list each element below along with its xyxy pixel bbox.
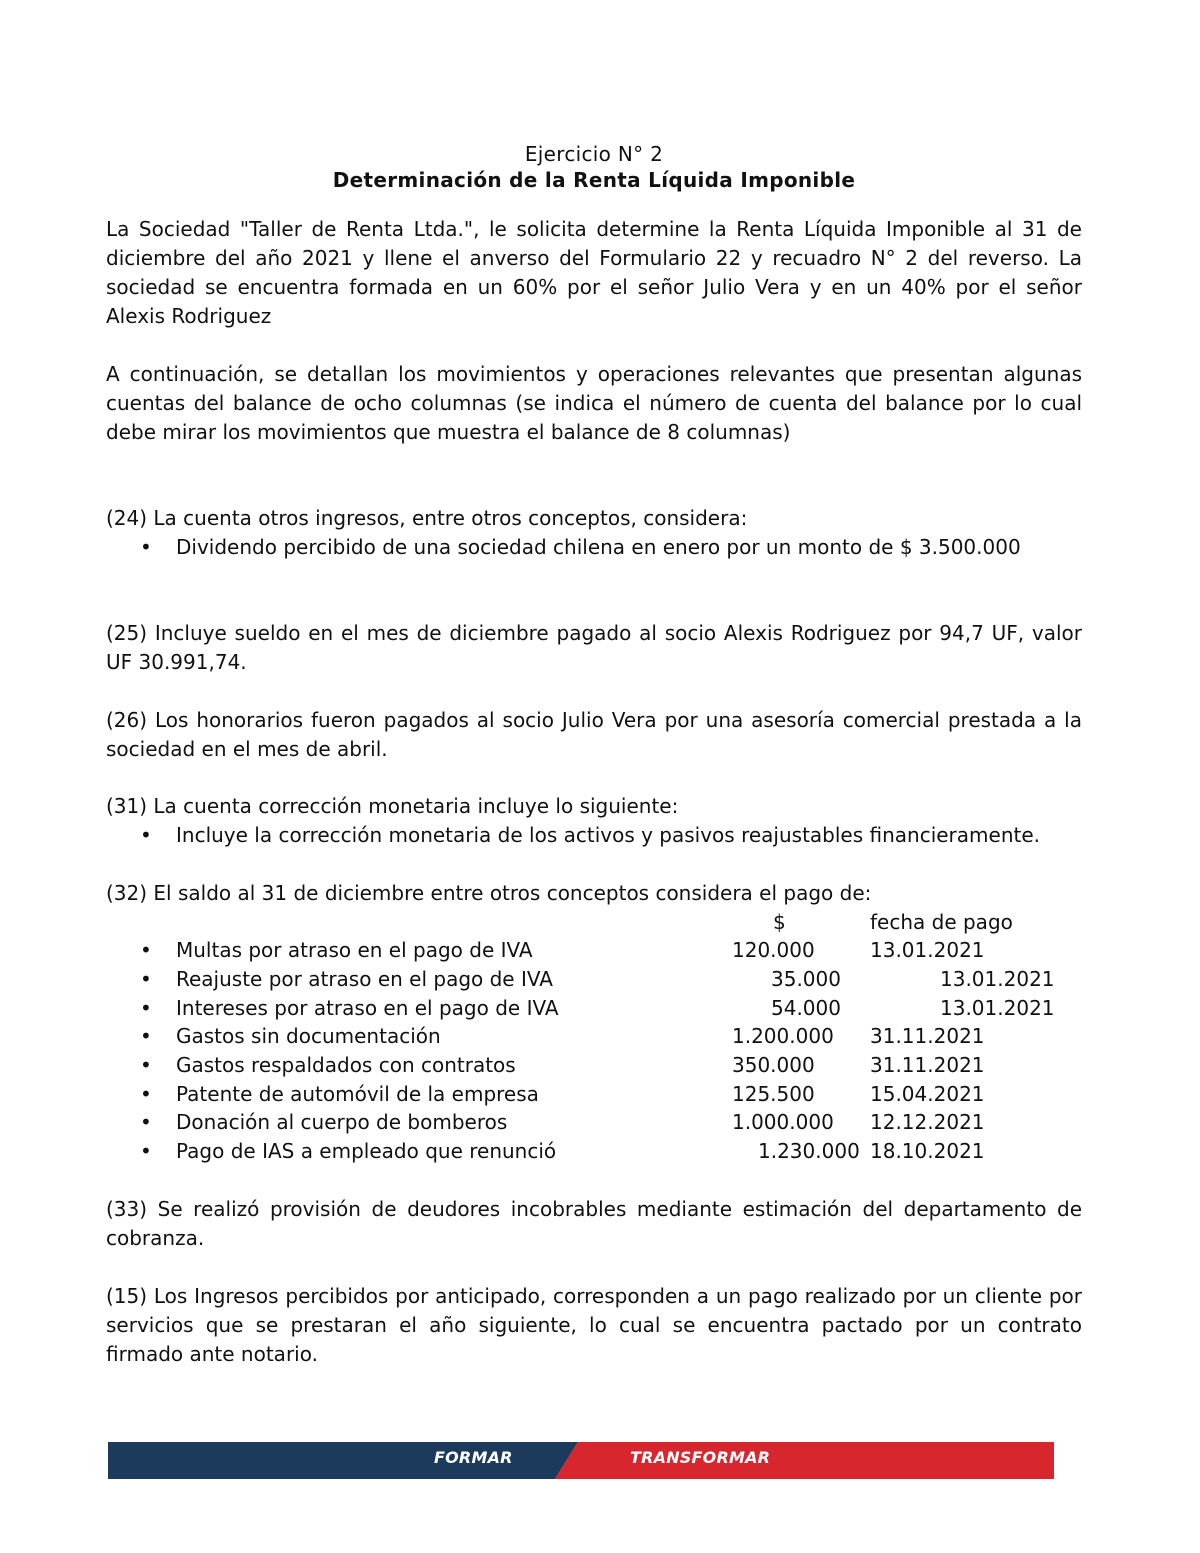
item-26-text: (26) Los honorarios fueron pagados al socio Julio Vera por una asesoría comercial prestada a la sociedad en el mes de abril. — [106, 708, 1082, 761]
exercise-subtitle: Determinación de la Renta Líquida Imponible — [332, 168, 856, 192]
item-32-text: (32) El saldo al 31 de diciembre entre otros conceptos considera el pago de: — [106, 881, 872, 905]
payment-label: Gastos respaldados con contratos — [176, 1053, 516, 1077]
exercise-title: Ejercicio N° 2 — [524, 142, 664, 166]
payment-date: 12.12.2021 — [870, 1110, 985, 1134]
payment-amount: 120.000 — [732, 938, 815, 962]
item-31-text: (31) La cuenta corrección monetaria incluye lo siguiente: — [106, 794, 679, 818]
payment-label: Donación al cuerpo de bomberos — [176, 1110, 508, 1134]
payment-label: Reajuste por atraso en el pago de IVA — [176, 967, 553, 991]
list-item — [106, 1080, 1082, 1109]
list-item — [106, 1137, 1082, 1166]
bullet-glyph: • — [140, 1024, 152, 1048]
bullet-glyph: • — [140, 938, 152, 962]
payment-amount: 1.200.000 — [732, 1024, 834, 1048]
bullet-glyph: • — [140, 823, 152, 847]
list-item — [106, 1022, 1082, 1051]
date-column-header: fecha de pago — [870, 910, 1013, 934]
context-paragraph: A continuación, se detallan los movimientos y operaciones relevantes que presentan algunas cuentas del balance de ocho columnas (se indica el número de cuenta del balance por lo cual debe mirar los movimientos que muestra el balance de 8 columnas) — [106, 362, 1082, 444]
item-31-bullet-text: Incluye la corrección monetaria de los activos y pasivos reajustables financieramente. — [176, 823, 1041, 847]
list-item — [106, 1051, 1082, 1080]
list-item — [106, 1108, 1082, 1137]
payment-amount: 35.000 — [771, 967, 841, 991]
item-15-text: (15) Los Ingresos percibidos por anticipado, corresponden a un pago realizado por un cliente por servicios que se prestaran el año siguiente, lo cual se encuentra pactado por un contrato firmado ante notario. — [106, 1284, 1082, 1366]
payment-amount: 125.500 — [732, 1082, 815, 1106]
list-item — [106, 936, 1082, 965]
intro-paragraph: La Sociedad "Taller de Renta Ltda.", le solicita determine la Renta Líquida Imponible al 31 de diciembre del año 2021 y llene el anverso del Formulario 22 y recuadro N° 2 del reverso. La sociedad se encuentra formada en un 60% por el señor Julio Vera y en un 40% por el señor Alexis Rodriguez — [106, 217, 1082, 328]
item-24-text: (24) La cuenta otros ingresos, entre otros conceptos, considera: — [106, 506, 748, 530]
footer-banner-shape — [108, 1442, 1054, 1479]
payment-amount: 1.230.000 — [758, 1139, 860, 1163]
payment-label: Pago de IAS a empleado que renunció — [176, 1139, 557, 1163]
list-item — [106, 965, 1082, 994]
payment-label: Patente de automóvil de la empresa — [176, 1082, 539, 1106]
item-24-bullet — [140, 533, 1082, 562]
bullet-glyph: • — [140, 996, 152, 1020]
item-31-bullet — [140, 821, 1082, 850]
footer-transformar-label: TRANSFORMAR — [630, 1448, 771, 1467]
payment-amount: 1.000.000 — [732, 1110, 834, 1134]
payment-date: 13.01.2021 — [940, 996, 1055, 1020]
payment-amount: 350.000 — [732, 1053, 815, 1077]
payment-date: 15.04.2021 — [870, 1082, 985, 1106]
item-24-bullet-text: Dividendo percibido de una sociedad chilena en enero por un monto de $ 3.500.000 — [176, 535, 1021, 559]
bullet-glyph: • — [140, 1110, 152, 1134]
payment-amount: 54.000 — [771, 996, 841, 1020]
payment-label: Gastos sin documentación — [176, 1024, 441, 1048]
bullet-glyph: • — [140, 967, 152, 991]
footer-formar-label: FORMAR — [434, 1448, 513, 1467]
payment-label: Multas por atraso en el pago de IVA — [176, 938, 533, 962]
bullet-glyph: • — [140, 1082, 152, 1106]
bullet-glyph: • — [140, 1053, 152, 1077]
amount-column-header: $ — [773, 910, 786, 934]
payment-label: Intereses por atraso en el pago de IVA — [176, 996, 559, 1020]
bullet-glyph: • — [140, 535, 152, 559]
payment-date: 13.01.2021 — [870, 938, 985, 962]
payment-date: 13.01.2021 — [940, 967, 1055, 991]
bullet-glyph: • — [140, 1139, 152, 1163]
item-33-text: (33) Se realizó provisión de deudores incobrables mediante estimación del departamento de cobranza. — [106, 1197, 1082, 1250]
footer-banner — [108, 1442, 1054, 1479]
payment-date: 31.11.2021 — [870, 1024, 985, 1048]
list-item — [106, 994, 1082, 1023]
item-25-text: (25) Incluye sueldo en el mes de diciembre pagado al socio Alexis Rodriguez por 94,7 UF, valor UF 30.991,74. — [106, 621, 1082, 674]
payment-date: 31.11.2021 — [870, 1053, 985, 1077]
payment-date: 18.10.2021 — [870, 1139, 985, 1163]
